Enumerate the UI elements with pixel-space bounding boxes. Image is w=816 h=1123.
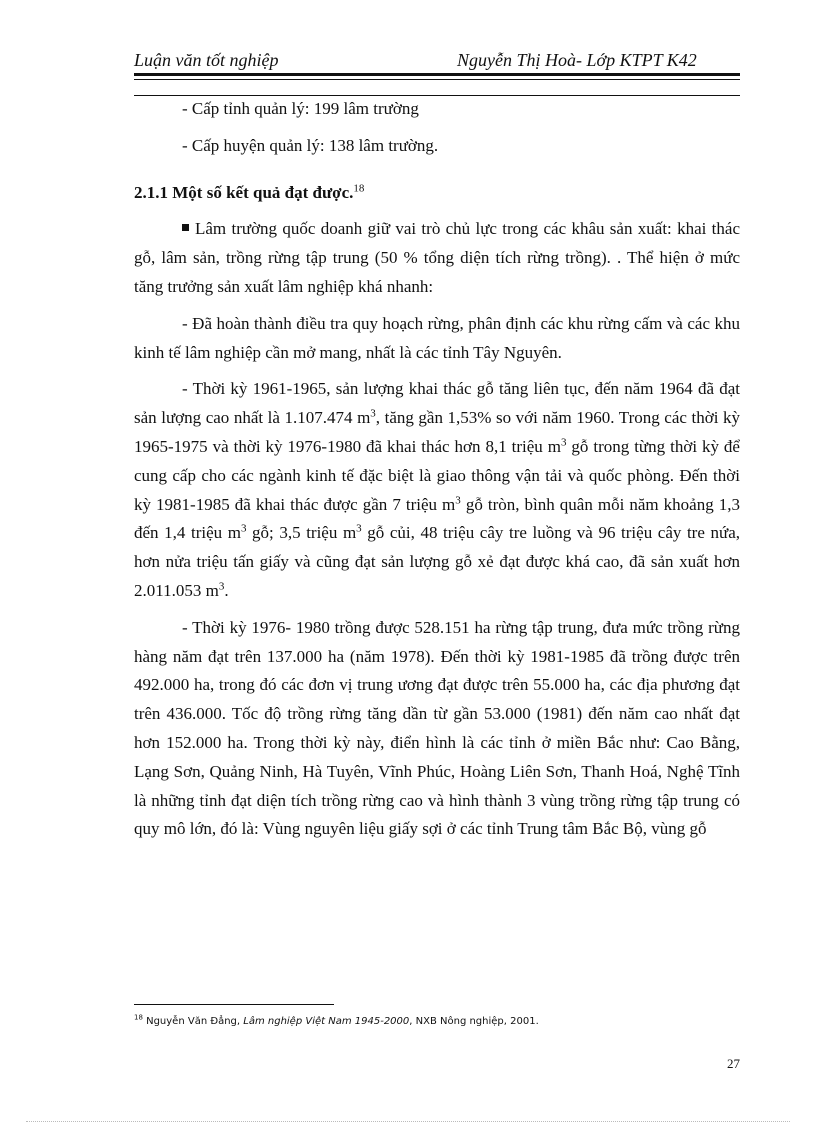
harvest-text-a: - Thời kỳ 1961-1965, sản lượng khai thác gỗ tăng liên tục, đến năm 1964 đã đạt sản lượng cao nhất là 1.107.474 m bbox=[134, 379, 740, 428]
square-bullet-icon bbox=[182, 224, 189, 231]
cubic-superscript: 3 bbox=[370, 407, 376, 420]
list-line-province: - Cấp tỉnh quản lý: 199 lâm trường bbox=[182, 99, 419, 118]
footnote-number: 18 bbox=[134, 1013, 143, 1022]
header-rule-thick bbox=[134, 73, 740, 76]
paragraph-role bbox=[134, 215, 740, 301]
cubic-superscript: 3 bbox=[218, 580, 225, 593]
harvest-text-f: gỗ củi, 48 triệu cây tre luồng và 96 triệu cây tre nứa, hơn nửa triệu tấn giấy và cũng đạt sản lượng gỗ xẻ đạt được khá cao, đã sản xuất hơn 2.011.053 m bbox=[134, 523, 740, 600]
paragraph-planning: - Đã hoàn thành điều tra quy hoạch rừng, phân định các khu rừng cấm và các khu kinh tế lâm nghiệp cần mở mang, nhất là các tỉnh Tây Nguyên. bbox=[134, 313, 740, 362]
page-bottom-border bbox=[26, 1121, 790, 1122]
footnote-rule bbox=[134, 1004, 334, 1005]
section-footnote-ref: 18 bbox=[353, 181, 365, 194]
paragraph-harvest bbox=[134, 375, 740, 605]
harvest-text-g: . bbox=[224, 580, 229, 600]
header-left-title: Luận văn tốt nghiệp bbox=[134, 50, 279, 70]
paragraph-role-text: Lâm trường quốc doanh giữ vai trò chủ lực trong các khâu sản xuất: khai thác gỗ, lâm sản, trồng rừng tập trung (50 % tổng diện tích rừng trồng). . Thể hiện ở mức tăng trưởng sản xuất lâm nghiệp khá nhanh: bbox=[134, 219, 740, 296]
header-right-author: Nguyễn Thị Hoà- Lớp KTPT K42 bbox=[457, 50, 697, 70]
cubic-superscript: 3 bbox=[455, 493, 461, 506]
section-heading bbox=[134, 179, 740, 208]
section-title: 2.1.1 Một số kết quả đạt được. bbox=[134, 182, 354, 202]
header-rule-thin bbox=[134, 79, 740, 80]
harvest-text-c: gỗ trong từng thời kỳ để cung cấp cho các ngành kinh tế đặc biệt là giao thông vận tải và quốc phòng. Đến thời kỳ 1981-1985 đã khai thác được gần 7 triệu m bbox=[134, 436, 740, 514]
cubic-superscript: 3 bbox=[240, 522, 247, 535]
footnote-author: Nguyễn Văn Đẳng, bbox=[142, 1016, 244, 1027]
body-text bbox=[134, 95, 740, 844]
list-line-district: - Cấp huyện quản lý: 138 lâm trường. bbox=[182, 135, 439, 155]
cubic-superscript: 3 bbox=[560, 436, 567, 449]
footnote bbox=[134, 1015, 740, 1029]
footnote-book-title: Lâm nghiệp Việt Nam 1945-2000 bbox=[243, 1016, 410, 1027]
page-number: 27 bbox=[727, 1056, 740, 1071]
harvest-text-e: gỗ; 3,5 triệu m bbox=[246, 523, 357, 543]
harvest-text-d: gỗ tròn, bình quân mỗi năm khoảng 1,3 đến 1,4 triệu m bbox=[134, 494, 740, 543]
footnote-publisher: , NXB Nông nghiệp, 2001. bbox=[409, 1016, 539, 1027]
harvest-text-b: , tăng gần 1,53% so với năm 1960. Trong các thời kỳ 1965-1975 và thời kỳ 1976-1980 đã khai thác hơn 8,1 triệu m bbox=[134, 408, 740, 456]
cubic-superscript: 3 bbox=[356, 522, 362, 535]
paragraph-planting: - Thời kỳ 1976- 1980 trồng được 528.151 ha rừng tập trung, đưa mức trồng rừng hàng năm đạt trên 137.000 ha (năm 1978). Đến thời kỳ 1981-1985 đã trồng được trên 492.000 ha, trong đó các đơn vị trung ương đạt được trên 55.000 ha, các địa phương đạt trên 436.000. Tốc độ trồng rừng tăng dần từ gần 53.000 (1981) đến năm cao nhất đạt hơn 152.000 ha. Trong thời kỳ này, điển hình là các tỉnh ở miền Bắc như: Cao Bằng, Lạng Sơn, Quảng Ninh, Hà Tuyên, Vĩnh Phúc, Hoàng Liên Sơn, Thanh Hoá, Nghệ Tĩnh là những tỉnh đạt diện tích trồng rừng cao và hình thành 3 vùng trồng rừng tập trung có quy mô lớn, đó là: Vùng nguyên liệu giấy sợi ở các tỉnh Trung tâm Bắc Bộ, vùng gỗ bbox=[134, 617, 740, 839]
